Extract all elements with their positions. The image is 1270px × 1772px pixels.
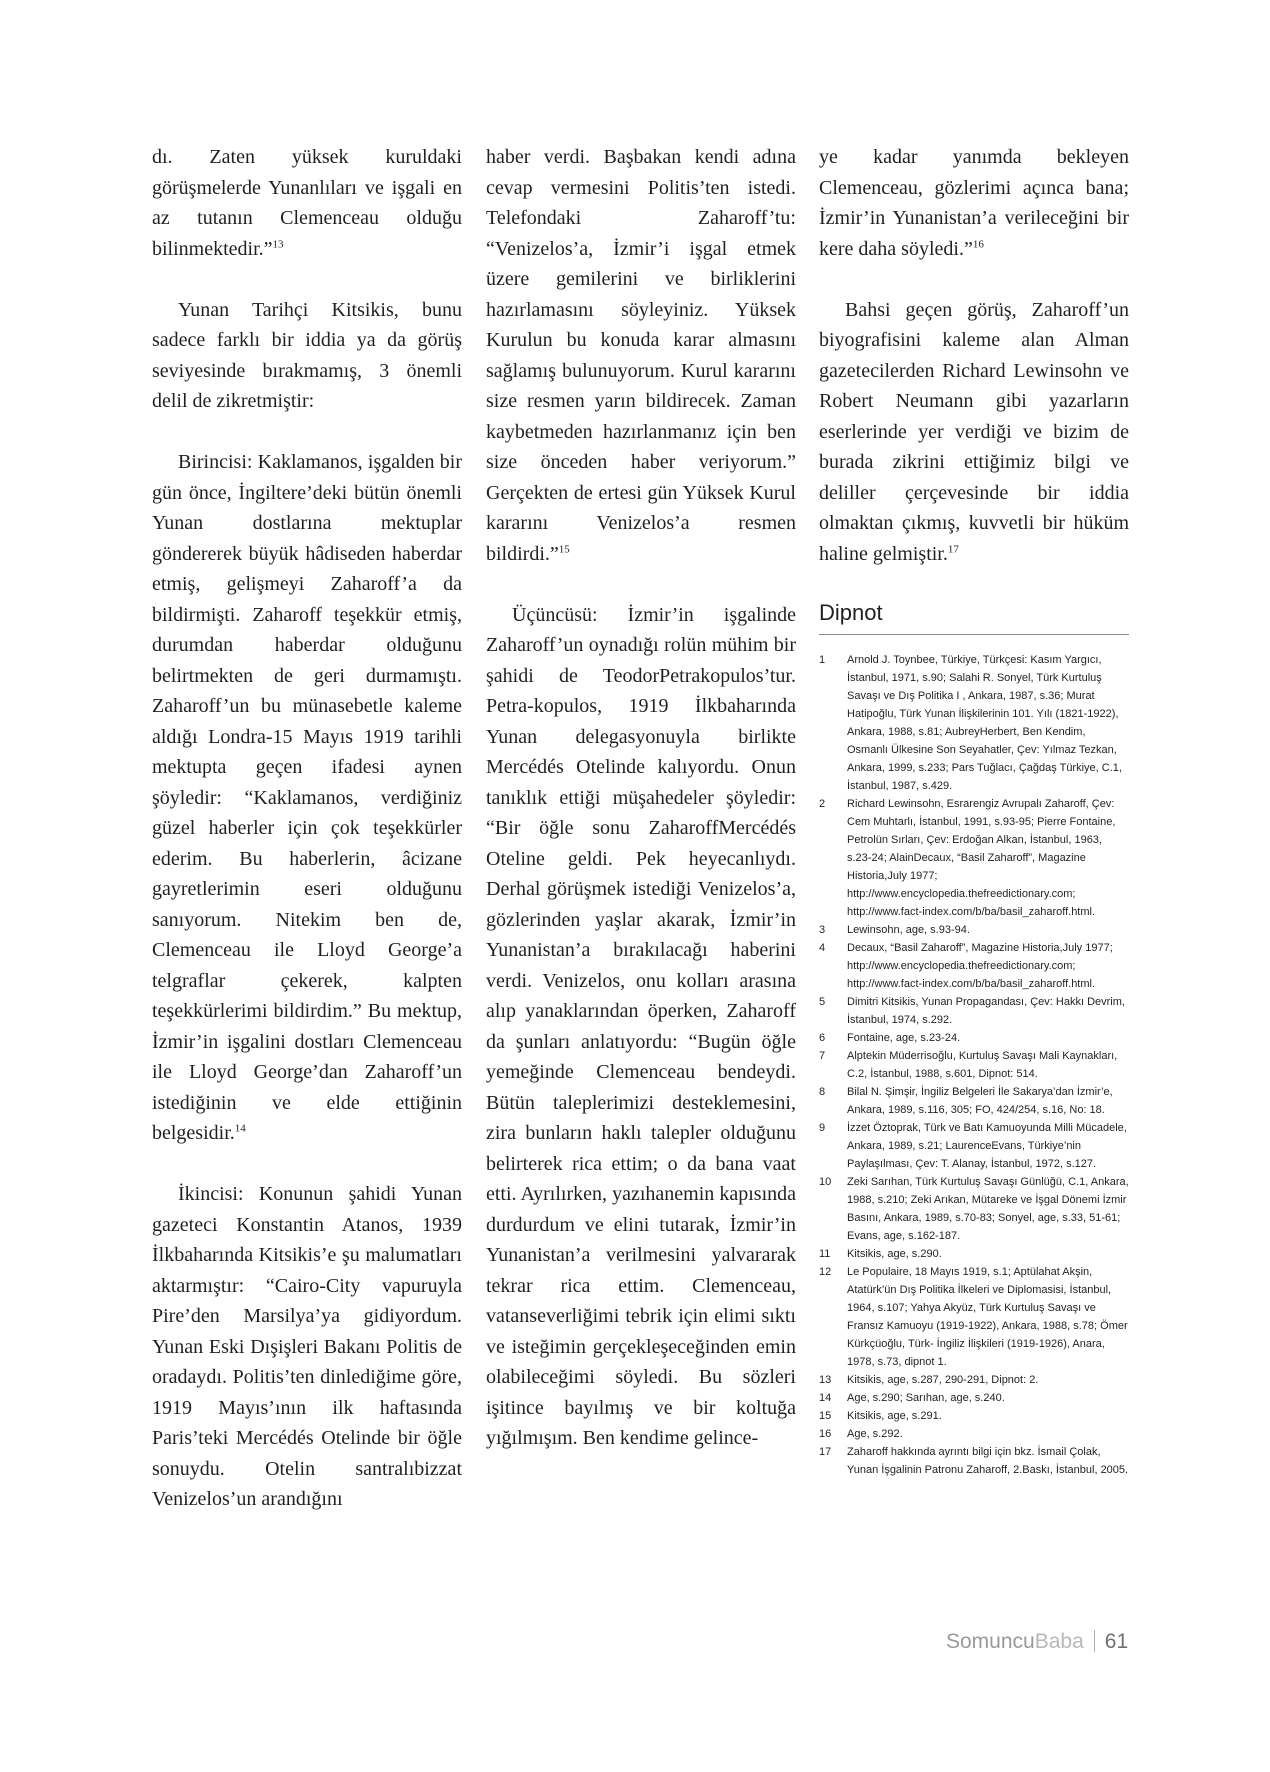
footnote-number: 4 [819, 941, 826, 954]
footnote-item [819, 921, 1129, 939]
paragraph: dı. Zaten yüksek kuruldaki görüşmelerde Yunanlıları ve işgali en az tutanın Clemenceau olduğu bilinmektedir.”$^{13}$ [152, 146, 462, 260]
footnote-text: Zeki Sarıhan, Türk Kurtuluş Savaşı Günlüğü, C.1, Ankara, 1988, s.210; Zeki Arıkan, Mütareke ve İşgal Dönemi İzmir Basını, Ankara, 1989, s.70-83; Sonyel, age, s.33, 51-61; Evans, age, s.162-187. [847, 1175, 1129, 1242]
paragraph: haber verdi. Başbakan kendi adına cevap vermesini Politis’ten istedi. Telefondaki Zaharoff’tu: “Venizelos’a, İzmir’i işgal etmek üzere gemilerini ve birliklerini hazırlamasını söyleyiniz. Yüksek Kurulun bu konuda karar almasını sağlamış bulunuyorum. Kurul kararını size resmen yarın bildirecek. Zaman kaybetmeden hazırlanmanız için ben size önceden haber veriyorum.” Gerçekten de ertesi gün Yüksek Kurul kararını Venizelos’a resmen bildirdi.”$^{15}$ [486, 146, 796, 565]
text-column-1 [152, 142, 462, 1545]
footnote-number: 8 [819, 1085, 826, 1098]
footnote-item [819, 1047, 1129, 1083]
footnote-text: Age, s.290; Sarıhan, age, s.240. [847, 1391, 1005, 1404]
paragraph: Yunan Tarihçi Kitsikis, bunu sadece farklı bir iddia ya da görüş seviyesinde bırakmamış, 3 önemli delil de zikretmiştir: [152, 298, 462, 412]
footnote-item [819, 1173, 1129, 1245]
footnote-number: 14 [819, 1391, 832, 1404]
footnote-ref: 15 [558, 542, 570, 555]
footnote-text: Fontaine, age, s.23-24. [847, 1031, 961, 1044]
footnote-item [819, 993, 1129, 1029]
footnote-item [819, 1245, 1129, 1263]
brand-name-suffix: Baba [1034, 1630, 1084, 1653]
footnote-number: 3 [819, 923, 826, 936]
footnote-ref: 14 [234, 1122, 246, 1135]
footnote-number: 17 [819, 1445, 832, 1458]
footnote-text: Lewinsohn, age, s.93-94. [847, 923, 970, 936]
footnote-number: 12 [819, 1265, 832, 1278]
footnote-number: 9 [819, 1121, 826, 1134]
footnote-number: 2 [819, 797, 826, 810]
footnote-text: Zaharoff hakkında ayrıntı bilgi için bkz. İsmail Çolak, Yunan İşgalinin Patronu Zaharoff, 2.Baskı, İstanbul, 2005. [847, 1445, 1129, 1476]
paragraph: ye kadar yanımda bekleyen Clemenceau, gözlerimi açınca bana; İzmir’in Yunanistan’a verileceğini bir kere daha söyledi.”$^{16}$ [819, 146, 1129, 260]
footnote-number: 5 [819, 995, 826, 1008]
page-footer [946, 1630, 1128, 1654]
footnote-text: Age, s.292. [847, 1427, 903, 1440]
footnote-item [819, 1263, 1129, 1371]
paragraph: Birincisi: Kaklamanos, işgalden bir gün önce, İngiltere’deki bütün önemli Yunan dostlarına mektuplar göndererek büyük hâdiseden haberdar etmiş, gelişmeyi Zaharoff’a da bildirmişti. Zaharoff teşekkür etmiş, durumdan haberdar olduğunu belirtmekten de geri durmamıştı. Zaharoff’un bu münasebetle kaleme aldığı Londra-15 Mayıs 1919 tarihli mektupta geçen ifadesi aynen şöyledir: “Kaklamanos, verdiğiniz güzel haberler için çok teşekkürler ederim. Bu haberlerin, âcizane gayretlerimin eseri olduğunu sanıyorum. Nitekim ben de, Clemenceau ile Lloyd George’a telgraflar çekerek, kalpten teşekkürlerimi bildirdim.” Bu mektup, İzmir’in işgalini dostları Clemenceau ile Lloyd George’dan Zaharoff’un istediğinin ve elde ettiğinin belgesidir.$^{14}$ [152, 451, 462, 1144]
paragraph: Bahsi geçen görüş, Zaharoff’un biyografisini kaleme alan Alman gazetecilerden Richard Lewinsohn ve Robert Neumann gibi yazarların eserlerinde yer verdiği ve bizim de burada zikrini ettiğimiz bilgi ve deliller çerçevesinde bir iddia olmaktan çıkmış, kuvvetli bir hüküm haline gelmiştir.$^{17}$ [819, 298, 1129, 565]
footnote-item [819, 1389, 1129, 1407]
footnotes-heading: Dipnot [819, 600, 1129, 635]
footnote-number: 15 [819, 1409, 832, 1422]
footnote-number: 11 [819, 1247, 831, 1260]
footnotes-list [819, 651, 1129, 1479]
paragraph: İkincisi: Konunun şahidi Yunan gazeteci Konstantin Atanos, 1939 İlkbaharında Kitsikis’e şu malumatları aktarmıştır: “Cairo-City vapuruyla Pire’den Marsilya’ya gidiyordum. Yunan Eski Dışişleri Bakanı Politis de oradaydı. Politis’ten dinlediğime göre, 1919 Mayıs’ının ilk haftasında Paris’teki Mercédés Otelinde bir öğle sonuydu. Otelin santralıbizzat Venizelos’un arandığını [152, 1183, 462, 1510]
footnote-item [819, 1029, 1129, 1047]
footnote-number: 10 [819, 1175, 832, 1188]
footnote-ref: 16 [972, 237, 984, 250]
text-column-2 [486, 142, 796, 1484]
footnote-number: 6 [819, 1031, 826, 1044]
footnote-text: Kitsikis, age, s.287, 290-291, Dipnot: 2. [847, 1373, 1039, 1386]
footnote-text: Richard Lewinsohn, Esrarengiz Avrupalı Zaharoff, Çev: Cem Muhtarlı, İstanbul, 1991, s.93-95; Pierre Fontaine, Petrolün Sırları, Çev: Erdoğan Alkan, İstanbul, 1963, s.23-24; AlainDecaux, “Basil Zaharoff”, Magazine Historia,July 1977; http://www.encyclopedia.thefreedictionary.com; http://www.fact-index.com/b/ba/basil_zaharoff.html. [847, 797, 1116, 918]
page-number: 61 [1104, 1630, 1129, 1653]
footnote-item [819, 1119, 1129, 1173]
footnote-item [819, 1083, 1129, 1119]
footnote-item [819, 1407, 1129, 1425]
footnote-ref: 17 [947, 542, 959, 555]
footnote-text: Arnold J. Toynbee, Türkiye, Türkçesi: Kasım Yargıcı, İstanbul, 1971, s.90; Salahi R. Sonyel, Türk Kurtuluş Savaşı ve Dış Politika I , Ankara, 1987, s.36; Murat Hatipoğlu, Türk Yunan İlişkilerinin 101. Yılı (1821-1922), Ankara, 1988, s.81; AubreyHerbert, Ben Kendim, Osmanlı Ülkesine Son Seyahatler, Çev: Yılmaz Tezkan, Ankara, 1999, s.233; Pars Tuğlacı, Çağdaş Türkiye, C.1, İstanbul, 1987, s.429. [847, 653, 1122, 792]
footnote-text: Dimitri Kitsikis, Yunan Propagandası, Çev: Hakkı Devrim, İstanbul, 1974, s.292. [847, 995, 1125, 1026]
footnote-item [819, 651, 1129, 795]
brand-name: Somuncu [946, 1630, 1035, 1653]
footnote-text: Alptekin Müderrisoğlu, Kurtuluş Savaşı Mali Kaynakları, C.2, İstanbul, 1988, s.601, Dipnot: 514. [847, 1049, 1118, 1080]
footer-divider [1094, 1630, 1095, 1652]
footnote-text: Le Populaire, 18 Mayıs 1919, s.1; Aptülahat Akşin, Atatürk’ün Dış Politika İlkeleri ve Diplomasisi, İstanbul, 1964, s.107; Yahya Akyüz, Türk Kurtuluş Savaşı ve Fransız Kamuoyu (1919-1922), Ankara, 1988, s.78; Ömer Kürkçüoğlu, Türk- İngiliz İlişkileri (1919-1926), Anara, 1978, s.73, dipnot 1. [847, 1265, 1128, 1368]
footnote-item [819, 1443, 1129, 1479]
footnote-number: 1 [819, 653, 826, 666]
footnote-text: Kitsikis, age, s.291. [847, 1409, 942, 1422]
footnote-item [819, 939, 1129, 993]
footnote-text: Bilal N. Şimşir, İngiliz Belgeleri İle Sakarya’dan İzmir’e, Ankara, 1989, s.116, 305; FO, 424/254, s.16, No: 18. [847, 1085, 1113, 1116]
footnote-item [819, 1371, 1129, 1389]
footnote-number: 7 [819, 1049, 826, 1062]
footnote-number: 13 [819, 1373, 832, 1386]
footnote-item [819, 795, 1129, 921]
footnote-text: Decaux, “Basil Zaharoff”, Magazine Historia,July 1977; http://www.encyclopedia.thefreedictionary.com; http://www.fact-index.com/b/ba/basil_zaharoff.html. [847, 941, 1113, 990]
text-column-3 [819, 142, 1129, 1490]
footnote-text: Kitsikis, age, s.290. [847, 1247, 942, 1260]
footnote-number: 16 [819, 1427, 832, 1440]
footnote-text: İzzet Öztoprak, Türk ve Batı Kamuoyunda Milli Mücadele, Ankara, 1989, s.21; LaurenceEvans, Türkiye’nin Paylaşılması, Çev: T. Alanay, İstanbul, 1972, s.127. [847, 1121, 1127, 1170]
footnote-ref: 13 [272, 237, 284, 250]
footnote-item [819, 1425, 1129, 1443]
paragraph: Üçüncüsü: İzmir’in işgalinde Zaharoff’un oynadığı rolün mühim bir şahidi de TeodorPetrakopulos’tur. Petra-kopulos, 1919 İlkbaharında Yunan delegasyonuyla birlikte Mercédés Otelinde kalıyordu. Onun tanıklık ettiği müşahedeler şöyledir: “Bir öğle sonu ZaharoffMercédés Oteline geldi. Pek heyecanlıydı. Derhal görüşmek istediği Venizelos’a, gözlerinden yaşlar akarak, İzmir’in Yunanistan’a bırakılacağı haberini verdi. Venizelos, onu kolları arasına alıp yanaklarından öperken, Zaharoff da şunları anlatıyordu: “Bugün öğle yemeğinde Clemenceau bendeydi. Bütün taleplerimizi desteklemesini, zira bunların haklı talepler olduğunu belirterek rica ettim; o da bana vaat etti. Ayrılırken, yazıhanemin kapısında durdurdum ve elini tutarak, İzmir’in Yunanistan’a verilmesini yalvararak tekrar rica ettim. Clemenceau, vatanseverliğimi tebrik için elimi sıktı ve isteğimin gerçekleşeceğinden emin olabileceğimi söyledi. Bu sözleri işitince bayılmış ve bir koltuğa yığılmışım. Ben kendime gelince- [486, 603, 796, 1449]
